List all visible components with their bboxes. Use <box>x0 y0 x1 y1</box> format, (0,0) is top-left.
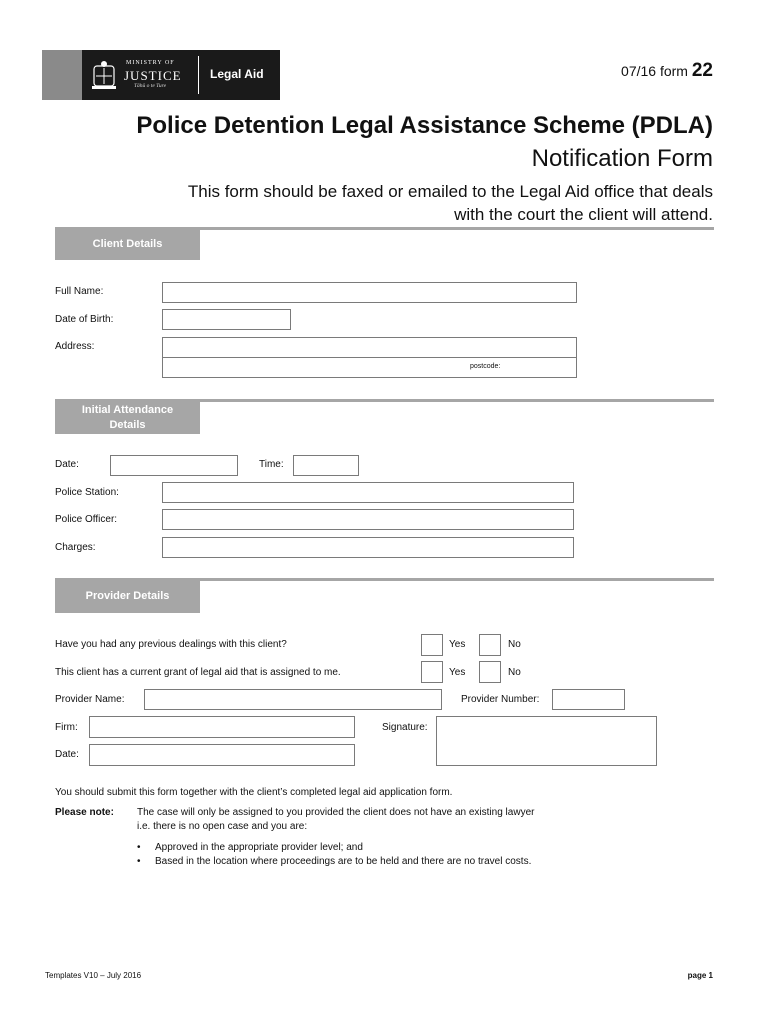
logo-divider <box>198 56 199 94</box>
firm-field[interactable] <box>89 716 355 738</box>
form-number: 22 <box>691 60 713 81</box>
signature-field[interactable] <box>436 716 657 766</box>
attendance-time-field[interactable] <box>293 455 359 476</box>
current-grant-yes-label: Yes <box>449 667 466 678</box>
provider-details-header: Provider Details <box>55 580 200 613</box>
page-subtitle: Notification Form <box>531 145 713 172</box>
dob-label: Date of Birth: <box>55 314 114 325</box>
attendance-header-line-1: Initial Attendance <box>81 403 174 416</box>
police-officer-label: Police Officer: <box>55 514 118 525</box>
full-name-field[interactable] <box>162 282 577 303</box>
logo-justice: JUSTICE <box>124 68 182 83</box>
previous-dealings-yes-label: Yes <box>449 639 466 650</box>
form-code <box>621 60 713 82</box>
current-grant-yes-checkbox[interactable] <box>421 661 443 683</box>
current-grant-no-label: No <box>508 667 521 678</box>
crest-icon <box>90 60 118 90</box>
previous-dealings-question: Have you had any previous dealings with this client? <box>55 639 287 650</box>
dob-field[interactable] <box>162 309 291 330</box>
provider-number-field[interactable] <box>552 689 625 710</box>
attendance-details-header <box>55 401 200 434</box>
provider-name-label: Provider Name: <box>55 694 125 705</box>
please-note-label: Please note: <box>55 807 114 818</box>
address-postcode-row[interactable] <box>162 357 577 378</box>
provider-number-label: Provider Number: <box>461 694 540 705</box>
attendance-date-label: Date: <box>55 459 79 470</box>
ministry-logo <box>82 50 280 100</box>
page-title: Police Detention Legal Assistance Scheme (PDLA) <box>136 112 713 139</box>
provider-date-field[interactable] <box>89 744 355 766</box>
firm-label: Firm: <box>55 722 78 733</box>
address-field[interactable] <box>162 337 577 358</box>
bullet-glyph-1: • <box>137 842 141 853</box>
current-grant-question: This client has a current grant of legal aid that is assigned to me. <box>55 667 341 678</box>
previous-dealings-no-label: No <box>508 639 521 650</box>
full-name-label: Full Name: <box>55 286 104 297</box>
previous-dealings-yes-checkbox[interactable] <box>421 634 443 656</box>
instructions-line-2: with the court the client will attend. <box>454 205 713 224</box>
bullet-item-2: Based in the location where proceedings are to be held and there are no travel costs. <box>155 856 532 867</box>
logo-tagline: Tāhū o te Ture <box>134 83 167 89</box>
address-label: Address: <box>55 341 95 352</box>
please-note-line-1: The case will only be assigned to you provided the client does not have an existing lawyer <box>137 807 535 818</box>
submit-instruction: You should submit this form together with the client’s completed legal aid application form. <box>55 787 453 798</box>
client-details-header: Client Details <box>55 229 200 260</box>
logo-accent-block <box>42 50 82 100</box>
form-code-prefix: 07/16 form <box>621 63 688 79</box>
signature-label: Signature: <box>382 722 428 733</box>
bullet-glyph-2: • <box>137 856 141 867</box>
provider-date-label: Date: <box>55 749 79 760</box>
charges-label: Charges: <box>55 542 96 553</box>
current-grant-no-checkbox[interactable] <box>479 661 501 683</box>
police-station-label: Police Station: <box>55 487 119 498</box>
footer-template-version: Templates V10 – July 2016 <box>45 971 142 980</box>
instructions-line-1: This form should be faxed or emailed to the Legal Aid office that deals <box>187 182 713 201</box>
police-officer-field[interactable] <box>162 509 574 530</box>
provider-name-field[interactable] <box>144 689 442 710</box>
postcode-label: postcode: <box>470 363 501 370</box>
bullet-item-1: Approved in the appropriate provider level; and <box>155 842 363 853</box>
logo-ministry-of: MINISTRY OF <box>126 60 175 66</box>
please-note-line-2: i.e. there is no open case and you are: <box>137 821 308 832</box>
police-station-field[interactable] <box>162 482 574 503</box>
attendance-header-line-2: Details <box>109 418 146 431</box>
attendance-date-field[interactable] <box>110 455 238 476</box>
attendance-time-label: Time: <box>259 459 284 470</box>
logo-legal-aid: Legal Aid <box>210 67 264 81</box>
previous-dealings-no-checkbox[interactable] <box>479 634 501 656</box>
footer-page-number: page 1 <box>687 971 713 980</box>
charges-field[interactable] <box>162 537 574 558</box>
